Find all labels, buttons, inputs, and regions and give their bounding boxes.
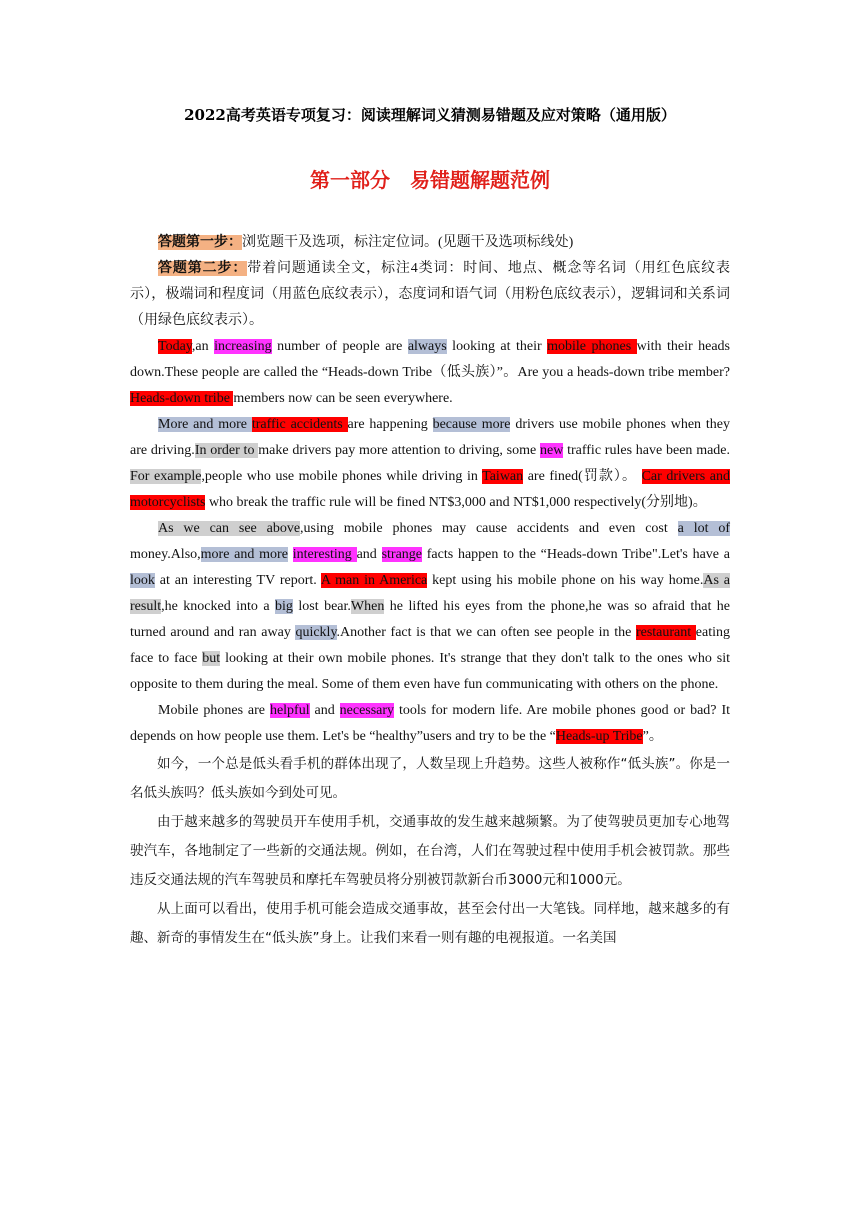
highlighted-gray-term: but — [202, 651, 221, 666]
passage-text: ”。 — [642, 729, 663, 744]
highlighted-red-term: restaurant — [635, 625, 696, 640]
passage-text: looking at their own mobile phones. It's strange that they don't talk to the ones who sit opposite to them during the meal. Some of them even have fun communicating with others on the phone. — [130, 651, 731, 692]
highlighted-red-term: traffic accidents — [251, 417, 348, 432]
passage-text: and — [356, 547, 382, 562]
highlighted-gray-term: When — [350, 599, 385, 614]
step-two-paragraph — [130, 256, 730, 334]
passage-text: eating face to face — [130, 625, 730, 666]
passage-text: ,people who use mobile phones while driving in — [201, 469, 483, 484]
step-two-label: 答题第二步： — [158, 261, 248, 276]
highlighted-gray-term: For example — [130, 469, 202, 484]
highlighted-red-term: Heads-down tribe — [130, 391, 234, 406]
highlighted-blue-term: More and more — [158, 417, 252, 432]
passage-text: are fined(罚款）。 — [523, 469, 642, 484]
english-paragraph-4 — [130, 698, 730, 750]
highlighted-pink-term: strange — [381, 547, 422, 562]
passage-text: who break the traffic rule will be fined NT$3,000 and NT$1,000 respectively(分别地)。 — [205, 495, 707, 510]
highlighted-gray-term: As we can see above — [158, 521, 301, 536]
passage-text: ,using mobile phones may cause accidents and even cost — [300, 521, 678, 536]
passage-text — [288, 547, 293, 562]
passage-text: ,he knocked into a — [161, 599, 276, 614]
highlighted-pink-term: interesting — [292, 547, 357, 562]
english-paragraph-2 — [130, 412, 730, 516]
highlighted-red-term: Taiwan — [482, 469, 524, 484]
passage-text: he lifted his eyes from the phone,he was so afraid that he turned around and ran away — [130, 599, 731, 640]
passage-text: kept using his mobile phone on his way home. — [427, 573, 704, 588]
section-title: 第一部分 易错题解题范例 — [310, 168, 550, 192]
highlighted-red-term: A man in America — [320, 573, 428, 588]
passage-text: make drivers pay more attention to driving, some — [258, 443, 540, 458]
step-one-paragraph — [130, 230, 730, 256]
highlighted-blue-term: more and more — [200, 547, 288, 562]
highlighted-blue-term: always — [407, 339, 447, 354]
english-paragraph-3 — [130, 516, 730, 698]
highlighted-red-term: mobile phones — [547, 339, 637, 354]
passage-text: tools for modern life. Are mobile phones good or bad? It depends on how people use them. Let's be “healthy”users and try to be the “ — [130, 703, 730, 744]
highlighted-red-term: Car drivers and motorcyclists — [130, 469, 730, 510]
step-one-label: 答题第一步： — [158, 235, 242, 250]
highlighted-pink-term: helpful — [269, 703, 310, 718]
highlighted-blue-term: big — [275, 599, 293, 614]
passage-text: with their heads down.These people are called the “Heads-down Tribe（低头族）”。Are you a heads-down tribe member? — [130, 339, 731, 380]
highlighted-red-term: Heads-up Tribe — [555, 729, 643, 744]
english-paragraph-1 — [130, 334, 730, 412]
passage-text: lost bear. — [292, 599, 351, 614]
passage-text: Mobile phones are — [158, 703, 270, 718]
passage-text: .Another fact is that we can often see people in the — [336, 625, 636, 640]
chinese-paragraph-2: 由于越来越多的驾驶员开车使用手机，交通事故的发生越来越频繁。为了使驾驶员更加专心地驾驶汽车，各地制定了一些新的交通法规。例如，在台湾，人们在驾驶过程中使用手机会被罚款。那些违反交通法规的汽车驾驶员和摩托车驾驶员将分别被罚款新台币3000元和1000元。 — [130, 814, 730, 888]
document-title: 2022高考英语专项复习：阅读理解词义猜测易错题及应对策略（通用版） — [184, 106, 676, 124]
passage-text: facts happen to the “Heads-down Tribe".Let's have a — [422, 547, 730, 562]
highlighted-gray-term: In order to — [194, 443, 259, 458]
passage-text: number of people are — [271, 339, 408, 354]
highlighted-pink-term: increasing — [214, 339, 272, 354]
passage-text: at an interesting TV report. — [154, 573, 321, 588]
passage-text: ,an — [191, 339, 215, 354]
highlighted-blue-term: because more — [432, 417, 511, 432]
chinese-paragraph-1: 如今，一个总是低头看手机的群体出现了，人数呈现上升趋势。这些人被称作“低头族”。你是一名低头族吗？低头族如今到处可见。 — [130, 756, 730, 801]
step-one-text: 浏览题干及选项，标注定位词。(见题干及选项标线处) — [242, 235, 574, 250]
english-passage — [130, 334, 730, 750]
passage-text: drivers use mobile phones when they are driving. — [130, 417, 730, 458]
passage-text: money.Also, — [130, 547, 201, 562]
highlighted-pink-term: necessary — [339, 703, 395, 718]
highlighted-blue-term: quickly — [295, 625, 337, 640]
highlighted-blue-term: a lot of — [677, 521, 730, 536]
highlighted-red-term: Today — [158, 339, 192, 354]
chinese-paragraph-3: 从上面可以看出，使用手机可能会造成交通事故，甚至会付出一大笔钱。同样地，越来越多的有趣、新奇的事情发生在“低头族”身上。让我们来看一则有趣的电视报道。一名美国 — [130, 901, 730, 946]
highlighted-blue-term: look — [130, 573, 155, 588]
document-body — [130, 230, 730, 953]
passage-text: and — [309, 703, 340, 718]
passage-text: are happening — [347, 417, 433, 432]
highlighted-gray-term: As a result — [130, 573, 730, 614]
step-two-text: 带着问题通读全文，标注4类词：时间、地点、概念等名词（用红色底纹表示），极端词和程度词（用蓝色底纹表示），态度词和语气词（用粉色底纹表示），逻辑词和关系词（用绿色底纹表示）。 — [130, 261, 731, 328]
passage-text: members now can be seen everywhere. — [233, 391, 453, 406]
passage-text: traffic rules have been made. — [563, 443, 731, 458]
highlighted-pink-term: new — [539, 443, 564, 458]
passage-text: looking at their — [446, 339, 548, 354]
